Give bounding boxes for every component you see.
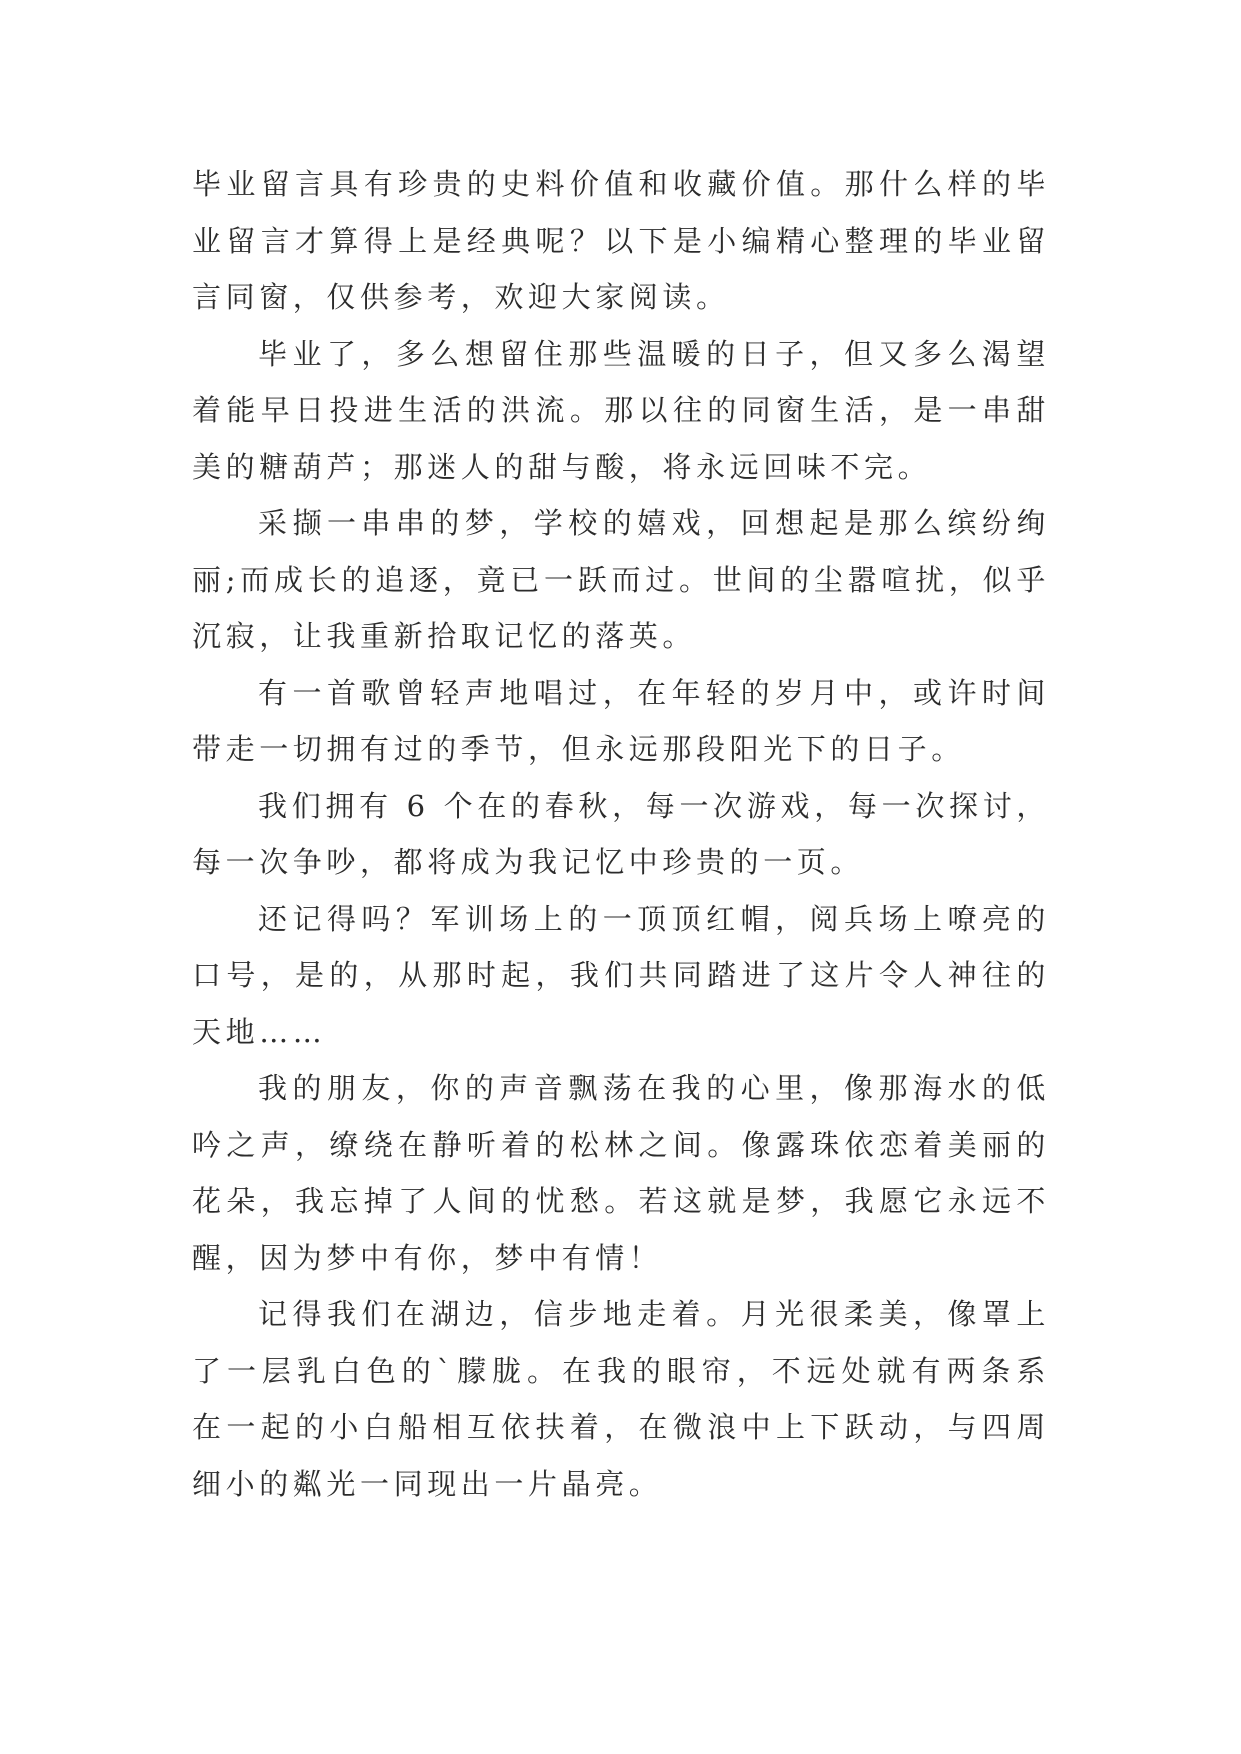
paragraph-intro: 毕业留言具有珍贵的史料价值和收藏价值。那什么样的毕业留言才算得上是经典呢？以下是小编精心整理的毕业留言同窗，仅供参考，欢迎大家阅读。 <box>192 167 1050 314</box>
paragraph: 毕业了，多么想留住那些温暖的日子，但又多么渴望着能早日投进生活的洪流。那以往的同窗生活，是一串甜美的糖葫芦；那迷人的甜与酸，将永远回味不完。 <box>192 336 1050 484</box>
paragraph: 还记得吗？军训场上的一顶顶红帽，阅兵场上嘹亮的口号，是的，从那时起，我们共同踏进了这片令人神往的天地…… <box>192 901 1050 1049</box>
paragraph: 我们拥有 6 个在的春秋，每一次游戏，每一次探讨，每一次争吵，都将成为我记忆中珍贵的一页。 <box>192 788 1050 879</box>
paragraph: 有一首歌曾轻声地唱过，在年轻的岁月中，或许时间带走一切拥有过的季节，但永远那段阳光下的日子。 <box>192 675 1050 766</box>
paragraph: 我的朋友，你的声音飘荡在我的心里，像那海水的低吟之声，缭绕在静听着的松林之间。像露珠依恋着美丽的花朵，我忘掉了人间的忧愁。若这就是梦，我愿它永远不醒，因为梦中有你，梦中有情！ <box>192 1071 1050 1275</box>
paragraph: 记得我们在湖边，信步地走着。月光很柔美，像罩上了一层乳白色的`朦胧。在我的眼帘，不远处就有两条系在一起的小白船相互依扶着，在微浪中上下跃动，与四周细小的粼光一同现出一片晶亮。 <box>192 1297 1050 1501</box>
document-body <box>192 156 1050 1512</box>
paragraph: 采撷一串串的梦，学校的嬉戏，回想起是那么缤纷绚丽;而成长的追逐，竟已一跃而过。世间的尘嚣喧扰，似乎沉寂，让我重新拾取记忆的落英。 <box>192 506 1050 653</box>
